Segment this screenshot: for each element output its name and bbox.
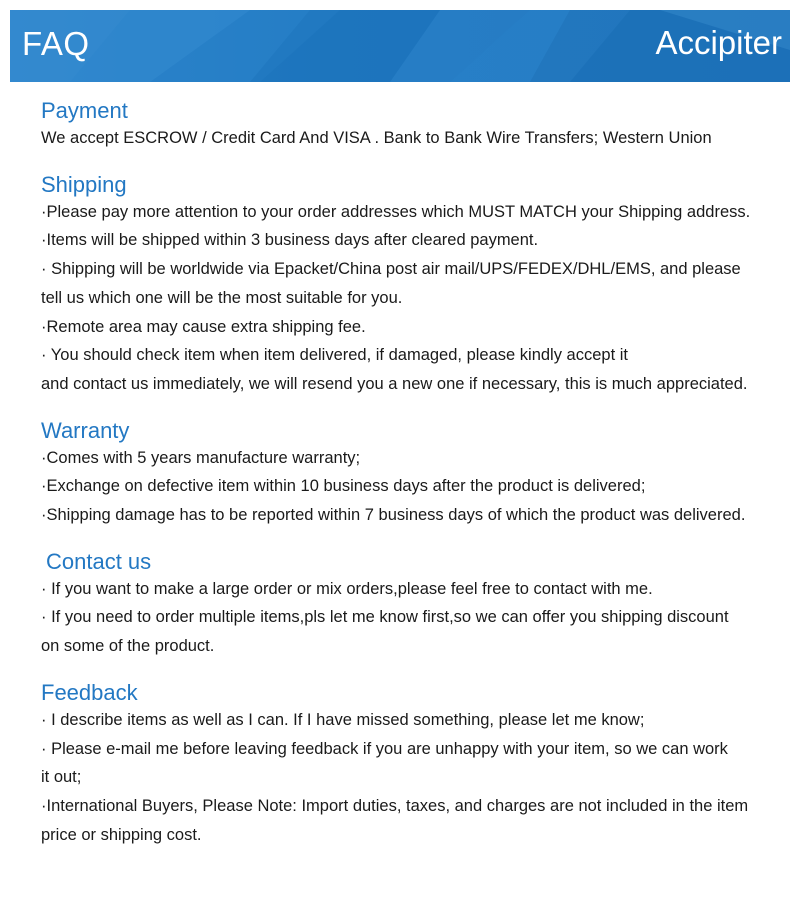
- section-title: Warranty: [41, 417, 130, 443]
- section-warranty: [41, 417, 786, 530]
- section-line: ·Comes with 5 years manufacture warranty;: [41, 448, 361, 467]
- section-line: ·International Buyers, Please Note: Import duties, taxes, and charges are not included in the item: [41, 796, 749, 815]
- section-title: Contact us: [46, 548, 152, 574]
- section-line: · I describe items as well as I can. If I have missed something, please let me know;: [41, 710, 645, 729]
- section-line: ·Exchange on defective item within 10 business days after the product is delivered;: [41, 477, 646, 496]
- section-line: on some of the product.: [41, 637, 215, 656]
- section-feedback: [41, 679, 786, 850]
- section-line: · You should check item when item delivered, if damaged, please kindly accept it: [41, 346, 628, 365]
- section-title: Feedback: [41, 679, 138, 705]
- section-shipping: [41, 171, 786, 399]
- section-line: ·Items will be shipped within 3 business days after cleared payment.: [41, 231, 539, 250]
- section-payment: [41, 97, 786, 153]
- section-contact-us: [41, 548, 786, 661]
- section-line: price or shipping cost.: [41, 825, 202, 844]
- section-title: Shipping: [41, 171, 127, 197]
- section-line: · If you want to make a large order or mix orders,please feel free to contact with me.: [41, 579, 653, 598]
- section-line: tell us which one will be the most suitable for you.: [41, 288, 403, 307]
- section-line: and contact us immediately, we will resend you a new one if necessary, this is much appreciated.: [41, 374, 748, 393]
- faq-content: [41, 97, 786, 849]
- faq-banner: [10, 10, 790, 82]
- section-line: it out;: [41, 768, 82, 787]
- page-title: FAQ: [22, 25, 90, 62]
- section-line: · Please e-mail me before leaving feedback if you are unhappy with your item, so we can work: [41, 739, 728, 758]
- section-line: ·Please pay more attention to your order addresses which MUST MATCH your Shipping address.: [41, 202, 751, 221]
- section-title: Payment: [41, 98, 128, 123]
- section-line: ·Remote area may cause extra shipping fee.: [41, 317, 366, 336]
- section-line: We accept ESCROW / Credit Card And VISA . Bank to Bank Wire Transfers; Western Union: [41, 129, 712, 147]
- section-line: ·Shipping damage has to be reported within 7 business days of which the product was delivered.: [41, 506, 746, 525]
- brand-name: Accipiter: [655, 24, 782, 61]
- section-line: · Shipping will be worldwide via Epacket/China post air mail/UPS/FEDEX/DHL/EMS, and please: [41, 260, 741, 279]
- section-line: · If you need to order multiple items,pls let me know first,so we can offer you shipping discount: [41, 608, 729, 627]
